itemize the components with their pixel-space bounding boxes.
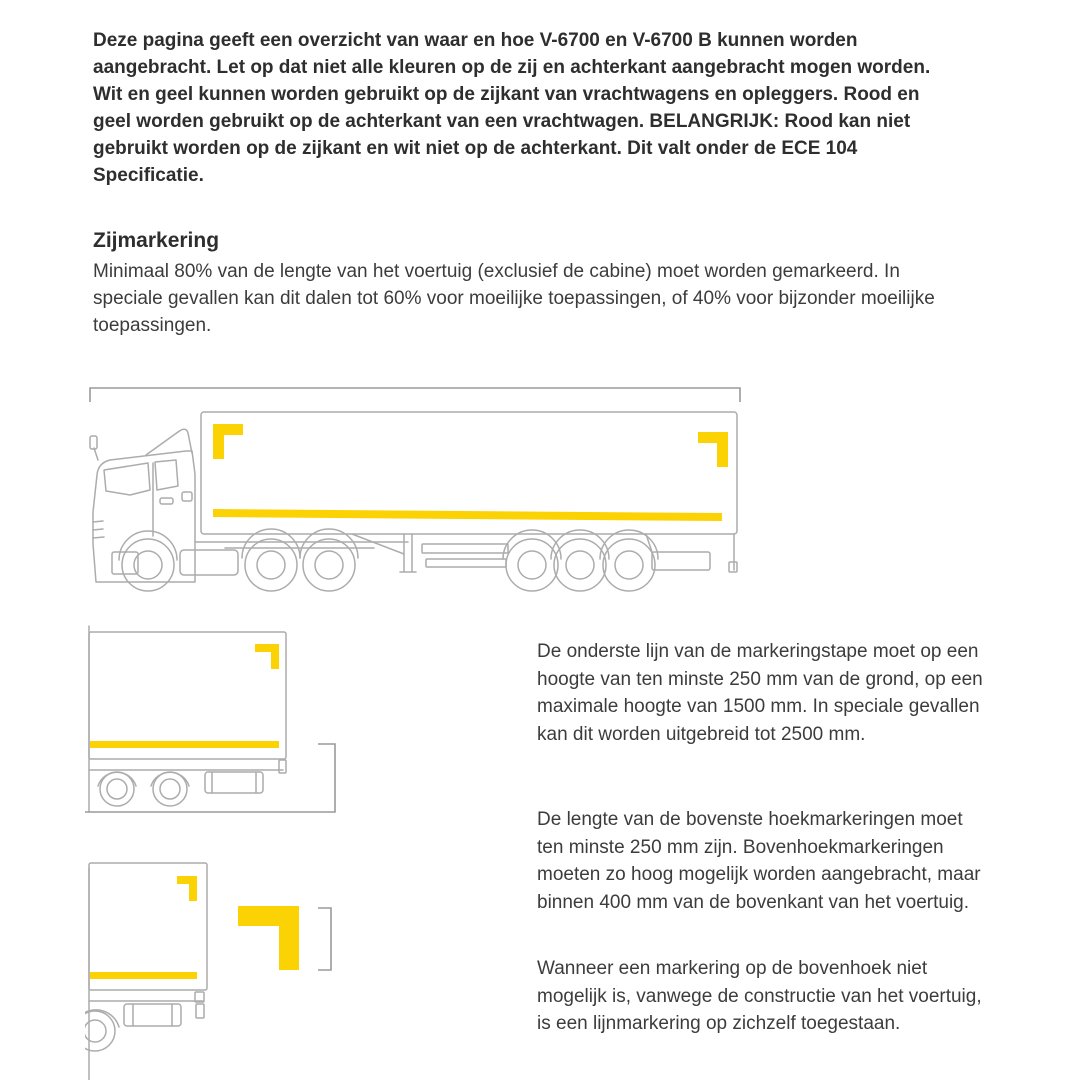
note-top-corner-length: De lengte van de bovenste hoekmarkeringen moet ten minste 250 mm zijn. Bovenhoekmarkeringen moeten zo hoog mogelijk worden aangebracht, maar binnen 400 mm van de bovenkant van het voertuig. (537, 809, 981, 913)
grille-lines (93, 521, 104, 538)
note-line-marking-allowed: Wanneer een markering op de bovenhoek niet mogelijk is, vanwege de constructie van het voertuig, is een lijnmarkering op zichzelf toegestaan. (537, 958, 982, 1034)
wheel-hub (107, 779, 127, 799)
taillight (196, 1004, 204, 1018)
side-marking-heading: Zijmarkering (93, 229, 220, 252)
marking-corner-top-right (698, 432, 728, 467)
wheel (554, 539, 606, 591)
toolbox-straps (133, 1004, 172, 1026)
rear-mudflap (729, 562, 737, 572)
truck-corner-marking-illustration (85, 855, 345, 1080)
truck-full-side-svg (88, 376, 748, 594)
wheel-hub (615, 551, 643, 579)
trailer-skirt-line (352, 534, 404, 554)
marking-line-bottom (90, 741, 279, 748)
wheel-hub (160, 779, 180, 799)
height-measurement-bracket (85, 744, 335, 812)
mirror (90, 436, 97, 449)
length-measurement-bracket (90, 388, 740, 402)
door-handle (160, 498, 173, 504)
wheel (122, 539, 174, 591)
wheel-hub (257, 551, 285, 579)
corner-marking-detail (238, 906, 299, 970)
wheel-hub (518, 551, 546, 579)
marking-line-bottom (90, 972, 197, 979)
marking-corner-top-right (255, 644, 279, 669)
wheel-hub (315, 551, 343, 579)
wheel (245, 539, 297, 591)
side-rail-upper (422, 544, 508, 553)
wheel (100, 772, 134, 806)
truck-rear-bottom-line-svg (85, 610, 337, 816)
cab-window (104, 463, 150, 495)
marking-line-bottom (213, 509, 722, 521)
wheel-hub (85, 1020, 106, 1042)
wheels (122, 539, 655, 591)
cab-door-window (155, 460, 178, 490)
wheel (506, 539, 558, 591)
cab-vent (182, 492, 192, 501)
fuel-tank (180, 550, 238, 575)
mirror-arm (94, 448, 98, 460)
corner-size-bracket (318, 908, 331, 970)
truck-rear-bottom-line-illustration (85, 610, 337, 816)
truck-full-side-illustration (88, 376, 748, 594)
toolbox-straps (212, 772, 256, 793)
truck-corner-marking-svg (85, 855, 345, 1080)
toolbox (205, 772, 263, 793)
side-rail-lower (426, 559, 506, 567)
wheel-hub (566, 551, 594, 579)
side-marking-body: Minimaal 80% van de lengte van het voertuig (exclusief de cabine) moet worden gemarkeerd. In speciale gevallen kan dit dalen tot 60% voor moeilijke toepassingen, of 40% voor bijzonder moeilijke toepassingen. (93, 261, 935, 336)
taillight (279, 760, 286, 773)
rear-underrun-box (652, 552, 710, 570)
wheel (303, 539, 355, 591)
wheel (603, 539, 655, 591)
marking-corner-top-left (213, 424, 243, 459)
wheel (153, 772, 187, 806)
intro-paragraph: Deze pagina geeft een overzicht van waar en hoe V-6700 en V-6700 B kunnen worden aangebracht. Let op dat niet alle kleuren op de zij en achterkant aangebracht mogen worden. Wit en geel kunnen worden gebruikt op de zijkant van vrachtwagens en opleggers. Rood en geel worden gebruikt op de achterkant van een vrachtwagen. BELANGRIJK: Rood kan niet gebruikt worden op de zijkant en wit niet op de achterkant. Dit valt onder de ECE 104 Specificatie. (93, 30, 931, 186)
marking-corner-top-right (177, 876, 197, 901)
front-wheel-arch (119, 531, 177, 560)
note-bottom-line-height: De onderste lijn van de markeringstape moet op een hoogte van ten minste 250 mm van de grond, op een maximale hoogte van 1500 mm. In speciale gevallen kan dit worden uitgebreid tot 2500 mm. (537, 641, 983, 745)
